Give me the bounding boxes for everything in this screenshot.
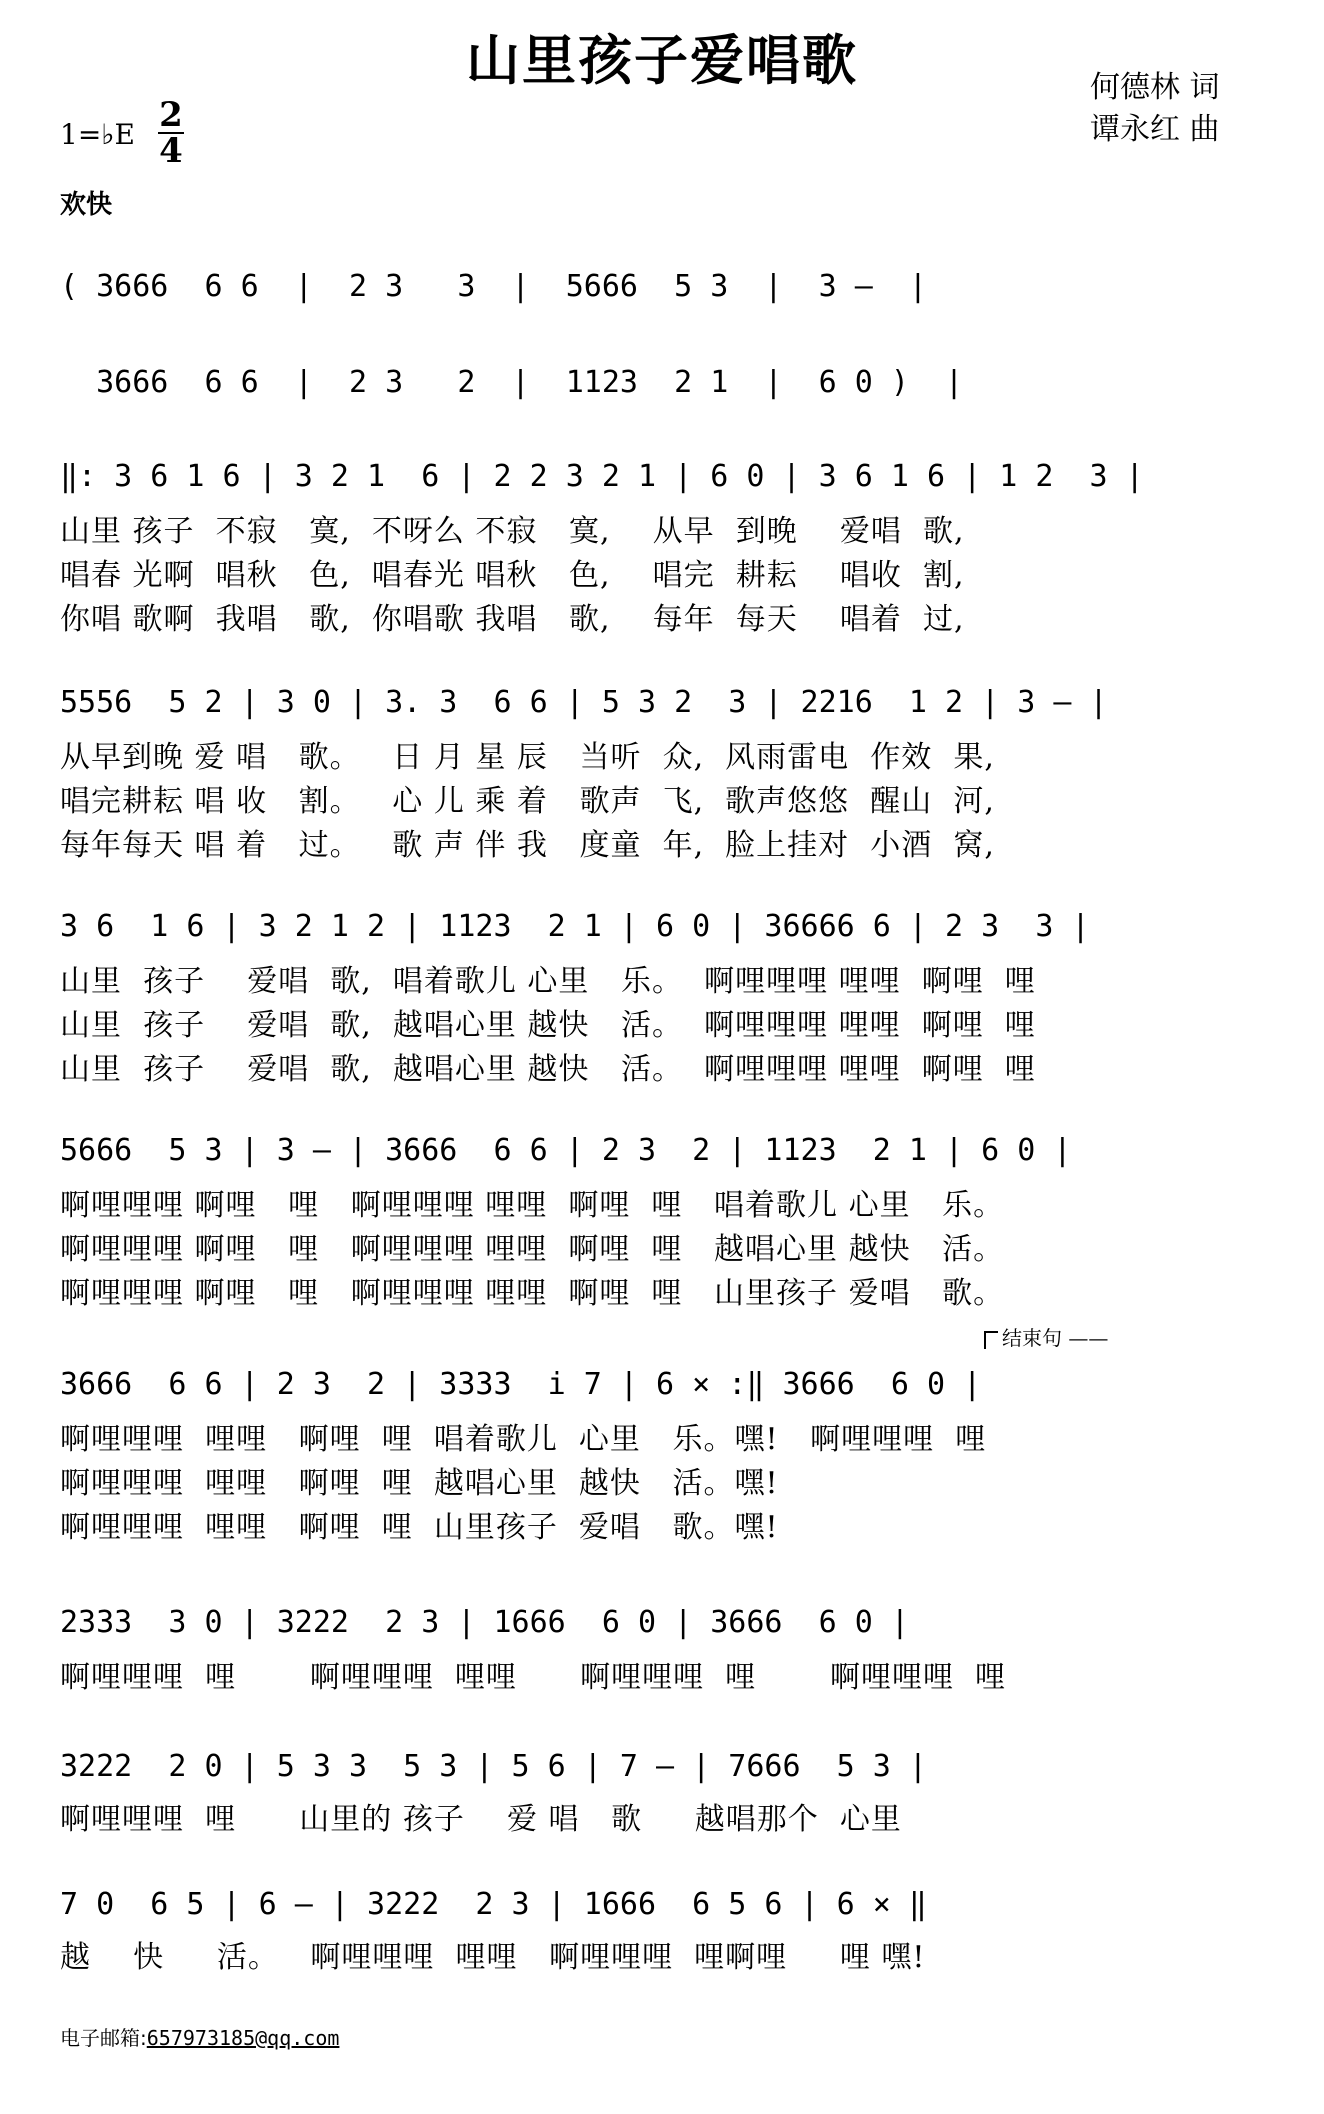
ending-label: 结束句 —— [984,1322,1108,1351]
staff-notation: ( 3666 6 6 | 2 3 3 | 5666 5 3 | 3 – | [60,269,927,304]
lyric-line: 山里 孩子 不寂 寞, 不呀么 不寂 寞, 从早 到晚 爱唱 歌, [60,514,965,549]
time-signature-top: 2 [159,95,183,135]
lyric-line: 啊哩哩哩 啊哩 哩 啊哩哩哩 哩哩 啊哩 哩 唱着歌儿 心里 乐。 [60,1188,1005,1223]
lyric-line: 每年每天 唱 着 过。 歌 声 伴 我 度童 年, 脸上挂对 小酒 窝, [60,828,995,863]
lyric-line: 越 快 活。 啊哩哩哩 哩哩 啊哩哩哩 哩啊哩 哩 嘿! [60,1940,926,1975]
staff-notation: 5556 5 2 | 3 0 | 3. 3 6 6 | 5 3 2 3 | 2216 1 2 | 3 – | [60,685,1108,720]
staff-notation: 3666 6 6 | 2 3 2 | 3333 i 7 | 6 × :‖ 3666 6 0 | [60,1367,982,1402]
composer-credit: 谭永红 曲 [1090,112,1220,147]
staff-notation: 5666 5 3 | 3 – | 3666 6 6 | 2 3 2 | 1123 2 1 | 6 0 | [60,1133,1072,1168]
lyric-line: 山里 孩子 爱唱 歌, 越唱心里 越快 活。 啊哩哩哩 哩哩 啊哩 哩 [60,1052,1036,1087]
lyricist-credit: 何德林 词 [1090,70,1220,105]
contact-email: 电子邮箱:657973185@qq.com [60,2026,340,2050]
lyric-line: 你唱 歌啊 我唱 歌, 你唱歌 我唱 歌, 每年 每天 唱着 过, [60,602,965,637]
lyric-line: 唱春 光啊 唱秋 色, 唱春光 唱秋 色, 唱完 耕耘 唱收 割, [60,558,965,593]
lyric-line: 啊哩哩哩 哩哩 啊哩 哩 唱着歌儿 心里 乐。嘿! 啊哩哩哩 哩 [60,1422,987,1457]
lyric-line: 从早到晚 爱 唱 歌。 日 月 星 辰 当听 众, 风雨雷电 作效 果, [60,740,995,775]
lyric-line: 山里 孩子 爱唱 歌, 越唱心里 越快 活。 啊哩哩哩 哩哩 啊哩 哩 [60,1008,1036,1043]
staff-notation: 3666 6 6 | 2 3 2 | 1123 2 1 | 6 0 ) | [60,365,964,400]
tempo-marking: 欢快 [60,190,113,220]
lyric-line: 山里 孩子 爱唱 歌, 唱着歌儿 心里 乐。 啊哩哩哩 哩哩 啊哩 哩 [60,964,1036,999]
lyric-line: 啊哩哩哩 哩哩 啊哩 哩 山里孩子 爱唱 歌。嘿! [60,1510,779,1545]
lyric-line: 啊哩哩哩 啊哩 哩 啊哩哩哩 哩哩 啊哩 哩 山里孩子 爱唱 歌。 [60,1276,1005,1311]
page-title: 山里孩子爱唱歌 [466,28,858,92]
lyric-line: 啊哩哩哩 哩 山里的 孩子 爱 唱 歌 越唱那个 心里 [60,1802,902,1837]
key-signature: 1=♭E [60,118,135,151]
staff-notation: 3222 2 0 | 5 3 3 5 3 | 5 6 | 7 – | 7666 5 3 | [60,1749,927,1784]
email-link[interactable]: 657973185@qq.com [146,2026,340,2050]
lyric-line: 啊哩哩哩 哩 啊哩哩哩 哩哩 啊哩哩哩 哩 啊哩哩哩 哩 [60,1660,1007,1695]
time-signature [158,95,184,171]
staff-notation: 2333 3 0 | 3222 2 3 | 1666 6 0 | 3666 6 0 | [60,1605,909,1640]
staff-notation: 7 0 6 5 | 6 – | 3222 2 3 | 1666 6 5 6 | 6 × ‖ [60,1887,927,1922]
lyric-line: 啊哩哩哩 啊哩 哩 啊哩哩哩 哩哩 啊哩 哩 越唱心里 越快 活。 [60,1232,1005,1267]
staff-notation: 3 6 1 6 | 3 2 1 2 | 1123 2 1 | 6 0 | 36666 6 | 2 3 3 | [60,909,1090,944]
time-signature-bottom: 4 [159,131,183,171]
lyric-line: 唱完耕耘 唱 收 割。 心 儿 乘 着 歌声 飞, 歌声悠悠 醒山 河, [60,784,995,819]
staff-notation: ‖: 3 6 1 6 | 3 2 1 6 | 2 2 3 2 1 | 6 0 | 3 6 1 6 | 1 2 3 | [60,459,1144,494]
lyric-line: 啊哩哩哩 哩哩 啊哩 哩 越唱心里 越快 活。嘿! [60,1466,779,1501]
